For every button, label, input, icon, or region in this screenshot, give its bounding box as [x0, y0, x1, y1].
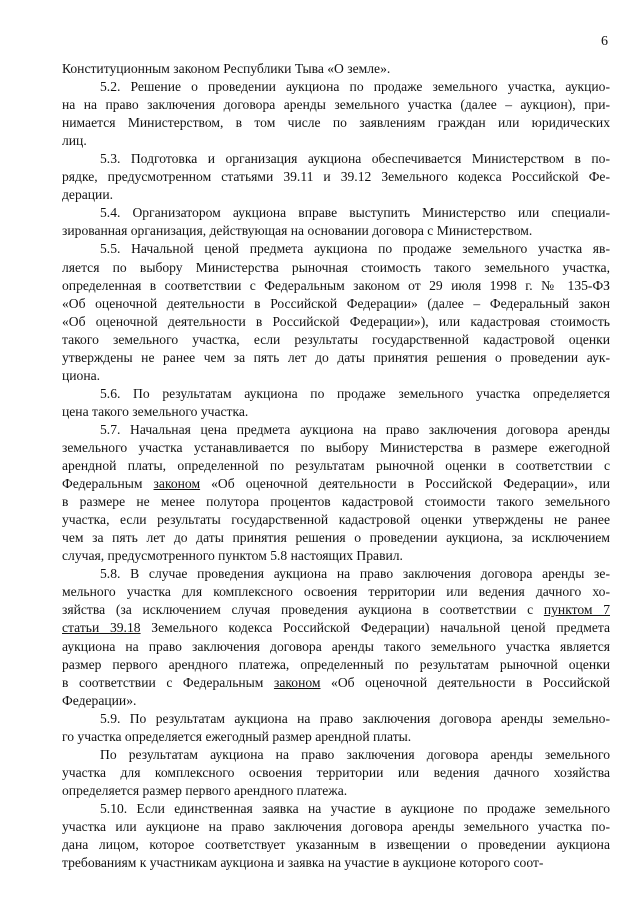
text-line [62, 854, 610, 872]
text-segment: в соответствии с Федеральным [62, 674, 274, 690]
text-segment: участка для комплексного освоения территории или ведения дачного хозяйства [62, 764, 610, 780]
text-line [62, 746, 610, 764]
text-segment: 5.3. Подготовка и организация аукциона обеспечивается Министерством в по- [100, 151, 610, 167]
text-segment: нимается Министерством, в том числе по заявлениям граждан или юридических [62, 115, 610, 131]
text-segment: зированная организация, действующая на основании договора с Министерством. [62, 223, 533, 239]
law-reference-link[interactable]: пунктом 7 [543, 602, 610, 618]
text-segment: утверждены не ранее чем за пять лет до даты принятия решения о проведении аук- [62, 349, 610, 365]
text-segment: дерации. [62, 187, 114, 203]
text-line [62, 692, 610, 710]
text-segment: 5.6. По результатам аукциона по продаже земельного участка определяется [100, 385, 610, 401]
text-segment: циона. [62, 367, 101, 383]
text-line [62, 96, 610, 114]
text-line [62, 656, 610, 674]
text-segment: цена такого земельного участка. [62, 403, 249, 419]
text-line [62, 836, 610, 854]
text-line [62, 222, 610, 240]
text-line [62, 204, 610, 222]
text-segment: Федеральным [62, 476, 154, 492]
text-line [62, 385, 610, 403]
text-segment: участка, если результаты государственной кадастровой оценки утверждены не ранее [62, 512, 610, 528]
text-segment: 5.8. В случае проведения аукциона на право заключения договора аренды зе- [100, 566, 610, 582]
text-line [62, 547, 610, 565]
text-line [62, 295, 610, 313]
text-line [62, 439, 610, 457]
text-segment: случая, предусмотренного пунктом 5.8 настоящих Правил. [62, 548, 403, 564]
text-line [62, 583, 610, 601]
text-line [62, 511, 610, 529]
text-line [62, 240, 610, 258]
text-segment: аукциона на право заключения договора аренды такого земельного участка является [62, 638, 610, 654]
text-segment: «Об оценочной деятельности в Российской Федерации», или [200, 476, 610, 492]
text-line [62, 800, 610, 818]
text-segment: го участка определяется ежегодный размер арендной платы. [62, 728, 412, 744]
text-segment: Конституционным законом Республики Тыва «О земле». [62, 61, 391, 76]
text-segment: лиц. [62, 133, 87, 149]
text-line [62, 601, 610, 619]
law-reference-link[interactable]: законом [273, 674, 321, 690]
text-segment: требованиям к участникам аукциона и заявка на участие в аукционе которого соот- [62, 855, 544, 871]
text-line [62, 457, 610, 475]
text-line [62, 367, 610, 385]
text-line [62, 728, 610, 746]
text-segment: По результатам аукциона на право заключения договора аренды земельного [100, 746, 610, 762]
text-segment: в размере не менее полутора процентов кадастровой стоимости такого земельного [62, 494, 610, 510]
text-line [62, 132, 610, 150]
text-line [62, 818, 610, 836]
text-line [62, 674, 610, 692]
text-line [62, 60, 610, 78]
text-line [62, 619, 610, 637]
text-line [62, 421, 610, 439]
text-line [62, 493, 610, 511]
text-line [62, 764, 610, 782]
text-segment: определяется размер первого арендного платежа. [62, 782, 348, 798]
text-line [62, 259, 610, 277]
text-line [62, 529, 610, 547]
text-segment: дана лицом, которое соответствует указанным в извещении о проведении аукциона [62, 837, 610, 853]
law-reference-link[interactable]: статьи 39.18 [62, 620, 141, 636]
text-segment: 5.10. Если единственная заявка на участие в аукционе по продаже земельного [100, 800, 610, 816]
text-segment: «Об оценочной деятельности в Российской [320, 674, 611, 690]
text-segment: Земельного кодекса Российской Федерации) начальной ценой предмета [140, 620, 610, 636]
text-segment: земельного участка устанавливается по выбору Министерства в размере ежегодной [62, 439, 610, 455]
text-segment: определенная в соответствии с Федеральным законом от 29 июля 1998 г. № 135-ФЗ [62, 277, 610, 293]
text-line [62, 114, 610, 132]
text-line [62, 331, 610, 349]
text-line [62, 349, 610, 367]
text-line [62, 277, 610, 295]
text-segment: Федерации». [62, 692, 137, 708]
text-line [62, 78, 610, 96]
text-segment: «Об оценочной деятельности в Российской Федерации» (далее – Федеральный закон [62, 295, 610, 311]
law-reference-link[interactable]: законом [153, 476, 201, 492]
text-line [62, 150, 610, 168]
text-segment: размер первого арендного платежа, определенный по результатам рыночной оценки [62, 656, 610, 672]
text-line [62, 710, 610, 728]
text-segment: участка или аукционе на право заключения договора аренды земельного участка по- [62, 818, 610, 834]
text-segment: арендной платы, определенной по результатам рыночной оценки в соответствии с [62, 458, 610, 474]
text-line [62, 313, 610, 331]
text-segment: «Об оценочной деятельности в Российской Федерации»), или кадастровая стоимость [62, 313, 610, 329]
page-number: 6 [601, 34, 608, 49]
text-segment: 5.9. По результатам аукциона на право заключения договора аренды земельно- [100, 710, 610, 726]
text-segment: на на право заключения договора аренды земельного участка (далее – аукцион), при- [62, 97, 610, 113]
text-line [62, 403, 610, 421]
text-segment: чем за пять лет до даты принятия решения о проведении аукциона, за исключением [62, 530, 610, 546]
text-segment: ляется по выбору Министерства рыночная стоимость такого земельного участка, [62, 259, 610, 275]
text-segment: рядке, предусмотренном статьями 39.11 и 39.12 Земельного кодекса Российской Фе- [62, 169, 610, 185]
text-line [62, 638, 610, 656]
text-segment: зяйства (за исключением случая проведения аукциона в соответствии с [62, 602, 544, 618]
text-line [62, 782, 610, 800]
text-segment: 5.5. Начальной ценой предмета аукциона по продаже земельного участка яв- [100, 241, 610, 257]
text-line [62, 168, 610, 186]
text-segment: такого земельного участка, если результаты государственной кадастровой оценки [62, 331, 610, 347]
text-segment: 5.4. Организатором аукциона вправе выступить Министерство или специали- [100, 205, 610, 221]
text-line [62, 186, 610, 204]
text-segment: мельного участка для комплексного освоения территории или ведения дачного хо- [62, 584, 610, 600]
document-body [62, 60, 610, 872]
text-segment: 5.7. Начальная цена предмета аукциона на право заключения договора аренды [100, 421, 610, 437]
text-line [62, 565, 610, 583]
text-line [62, 475, 610, 493]
text-segment: 5.2. Решение о проведении аукциона по продаже земельного участка, аукцио- [100, 79, 610, 95]
